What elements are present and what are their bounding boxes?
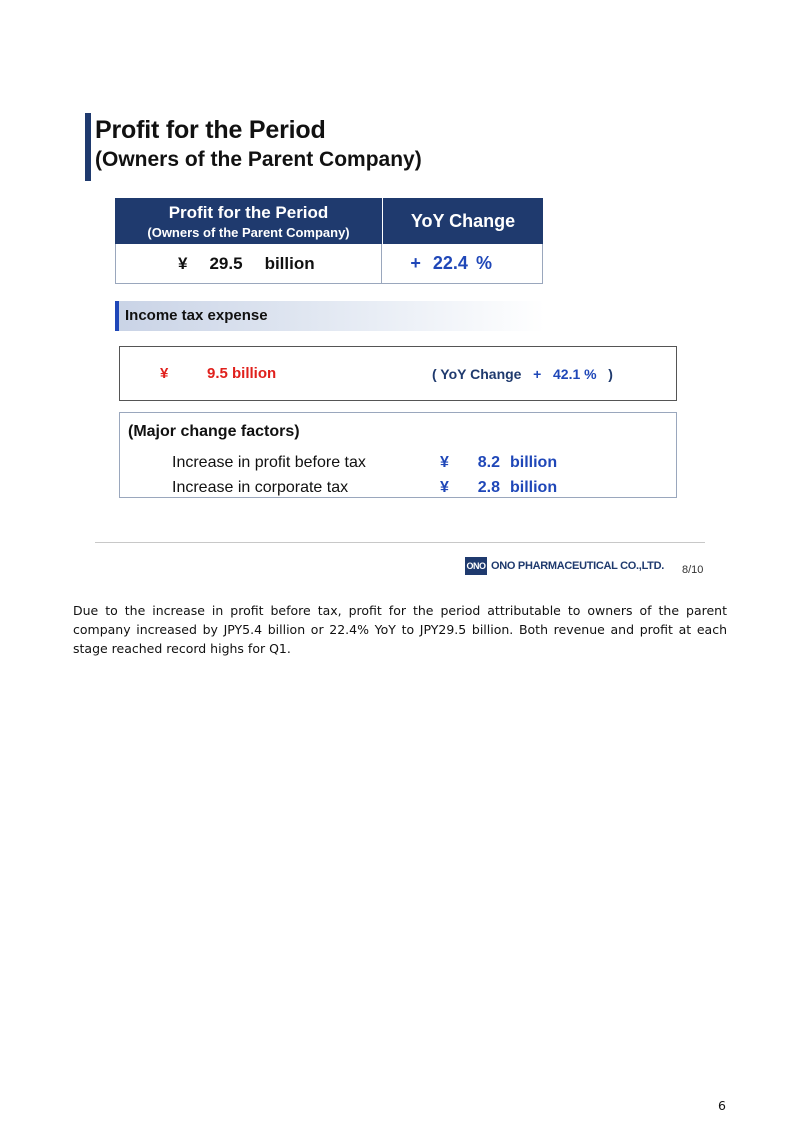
factor-currency: ¥ xyxy=(440,454,449,471)
kpi-header-profit xyxy=(115,198,383,244)
factor-label: Increase in profit before tax xyxy=(172,454,366,471)
income-tax-box xyxy=(119,346,677,401)
kpi-yoy-value: 22.4 xyxy=(432,253,468,273)
factor-currency: ¥ xyxy=(440,479,449,496)
kpi-unit: billion xyxy=(264,253,315,273)
income-tax-yoy-close: ) xyxy=(608,366,613,382)
factor-label: Increase in corporate tax xyxy=(172,479,349,496)
change-factors-box xyxy=(119,412,677,498)
income-tax-yoy-sign: + xyxy=(533,366,542,382)
kpi-currency: ¥ xyxy=(178,253,188,273)
logo-text: ONO PHARMACEUTICAL CO.,LTD. xyxy=(491,560,664,572)
section-accent-bar xyxy=(115,301,119,331)
income-tax-yoy xyxy=(432,366,613,382)
section-header xyxy=(115,301,545,331)
kpi-profit-cell xyxy=(116,244,382,283)
income-tax-yoy-value: 42.1 % xyxy=(553,366,597,382)
caption-paragraph: Due to the increase in profit before tax, profit for the period attributable to owners of the parent company increased by JPY5.4 billion or 22.4% YoY to JPY29.5 billion. Both revenue and profit at each stage reached record highs for Q1. xyxy=(73,603,727,656)
kpi-value: 29.5 xyxy=(209,253,243,273)
slide-page-indicator: 8/10 xyxy=(682,564,704,576)
factor-value: 2.8 xyxy=(477,479,500,496)
factor-unit: billion xyxy=(510,454,558,471)
income-tax-currency: ¥ xyxy=(160,365,169,382)
change-factors-title: (Major change factors) xyxy=(128,423,300,440)
section-label: Income tax expense xyxy=(125,307,268,324)
income-tax-yoy-open: ( YoY Change xyxy=(432,366,522,382)
slide-subtitle: (Owners of the Parent Company) xyxy=(95,148,422,171)
factor-unit: billion xyxy=(510,479,558,496)
kpi-yoy-unit: % xyxy=(475,253,492,273)
income-tax-value: 9.5 billion xyxy=(207,365,277,382)
factor-value: 8.2 xyxy=(477,454,500,471)
kpi-header-sub: (Owners of the Parent Company) xyxy=(147,225,350,240)
kpi-yoy-sign: + xyxy=(410,253,421,273)
kpi-header-yoy: YoY Change xyxy=(383,198,543,244)
slide xyxy=(80,108,710,588)
kpi-yoy-cell xyxy=(382,244,542,283)
kpi-row xyxy=(115,244,543,284)
kpi-header xyxy=(115,198,543,244)
footer-divider xyxy=(95,542,705,543)
slide-title: Profit for the Period xyxy=(95,116,326,144)
company-logo xyxy=(465,557,664,575)
title-accent-bar xyxy=(85,113,91,181)
kpi-table xyxy=(115,198,543,284)
logo-mark-icon: ONO xyxy=(465,557,487,575)
page-number: 6 xyxy=(718,1098,726,1113)
kpi-header-main: Profit for the Period xyxy=(168,203,329,222)
